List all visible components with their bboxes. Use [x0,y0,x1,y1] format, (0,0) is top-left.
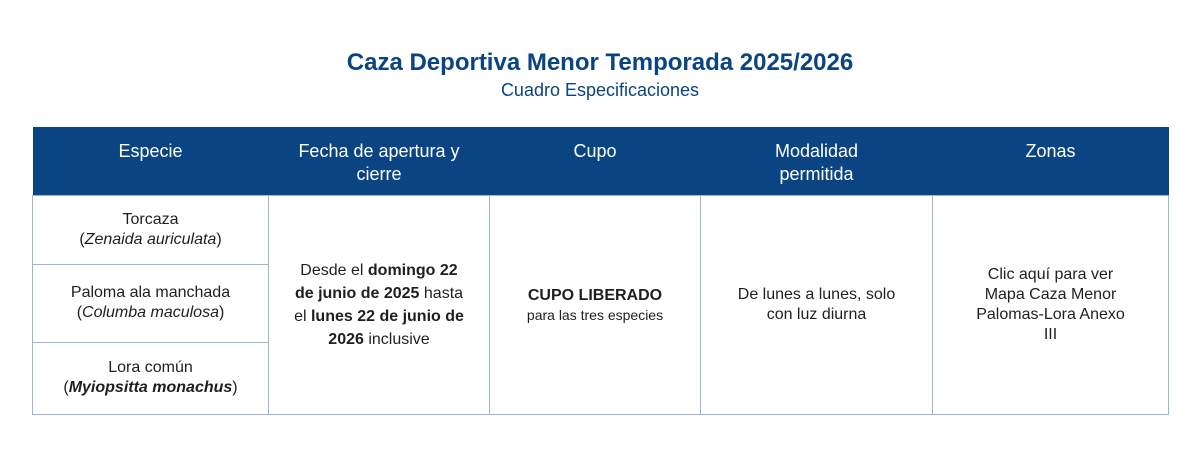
table-row [33,195,1169,264]
species-common-name: Paloma ala manchada [70,284,231,301]
header-zonas: Zonas [933,127,1169,195]
page-subtitle: Cuadro Especificaciones [500,80,700,100]
species-scientific-name: Zenaida auriculata [84,230,217,248]
header-especie: Especie [33,127,269,195]
header-modalidad-label: Modalidad permitida [774,141,859,184]
species-scientific-name: Myiopsitta monachus [68,379,233,396]
titles [0,0,1200,102]
species-common-name: Torcaza [122,210,179,228]
header-fecha [269,127,490,195]
zonas-link-text: Clic aquí para ver Mapa Caza Menor Palomas-Lora Anexo III [976,265,1125,343]
header-cupo: Cupo [490,127,701,195]
cupo-sub: para las tres especies [526,306,664,323]
zonas-cell [933,195,1169,414]
dates-start: domingo 22 de junio de 2025 [294,261,458,302]
dates-text-2: hasta el [294,284,464,325]
page-title: Caza Deportiva Menor Temporada 2025/2026 [346,49,854,76]
header-modalidad [701,127,933,195]
dates-cell [269,195,490,414]
cupo-cell [490,195,701,414]
header-fecha-label: Fecha de apertura y cierre [298,141,460,184]
modalidad-text: De lunes a lunes, solo con luz diurna [737,285,896,323]
specifications-table [32,127,1169,415]
dates-text-1: Desde el [300,261,364,279]
modalidad-cell [701,195,933,414]
species-cell-lora: Lora común (Myiopsitta monachus) [33,342,269,414]
species-common-name: Lora común [108,359,193,376]
species-scientific-name: Columba maculosa [82,304,219,321]
dates-text-3: inclusive [368,330,430,348]
dates-end: lunes 22 de junio de 2026 [310,307,464,348]
zonas-map-link[interactable] [945,265,1156,345]
species-cell-paloma: Paloma ala manchada (Columba maculosa) [33,264,269,342]
species-cell-torcaza: Torcaza (Zenaida auriculata) [33,195,269,264]
cupo-main: CUPO LIBERADO [527,286,663,304]
table-header-row [33,127,1169,195]
